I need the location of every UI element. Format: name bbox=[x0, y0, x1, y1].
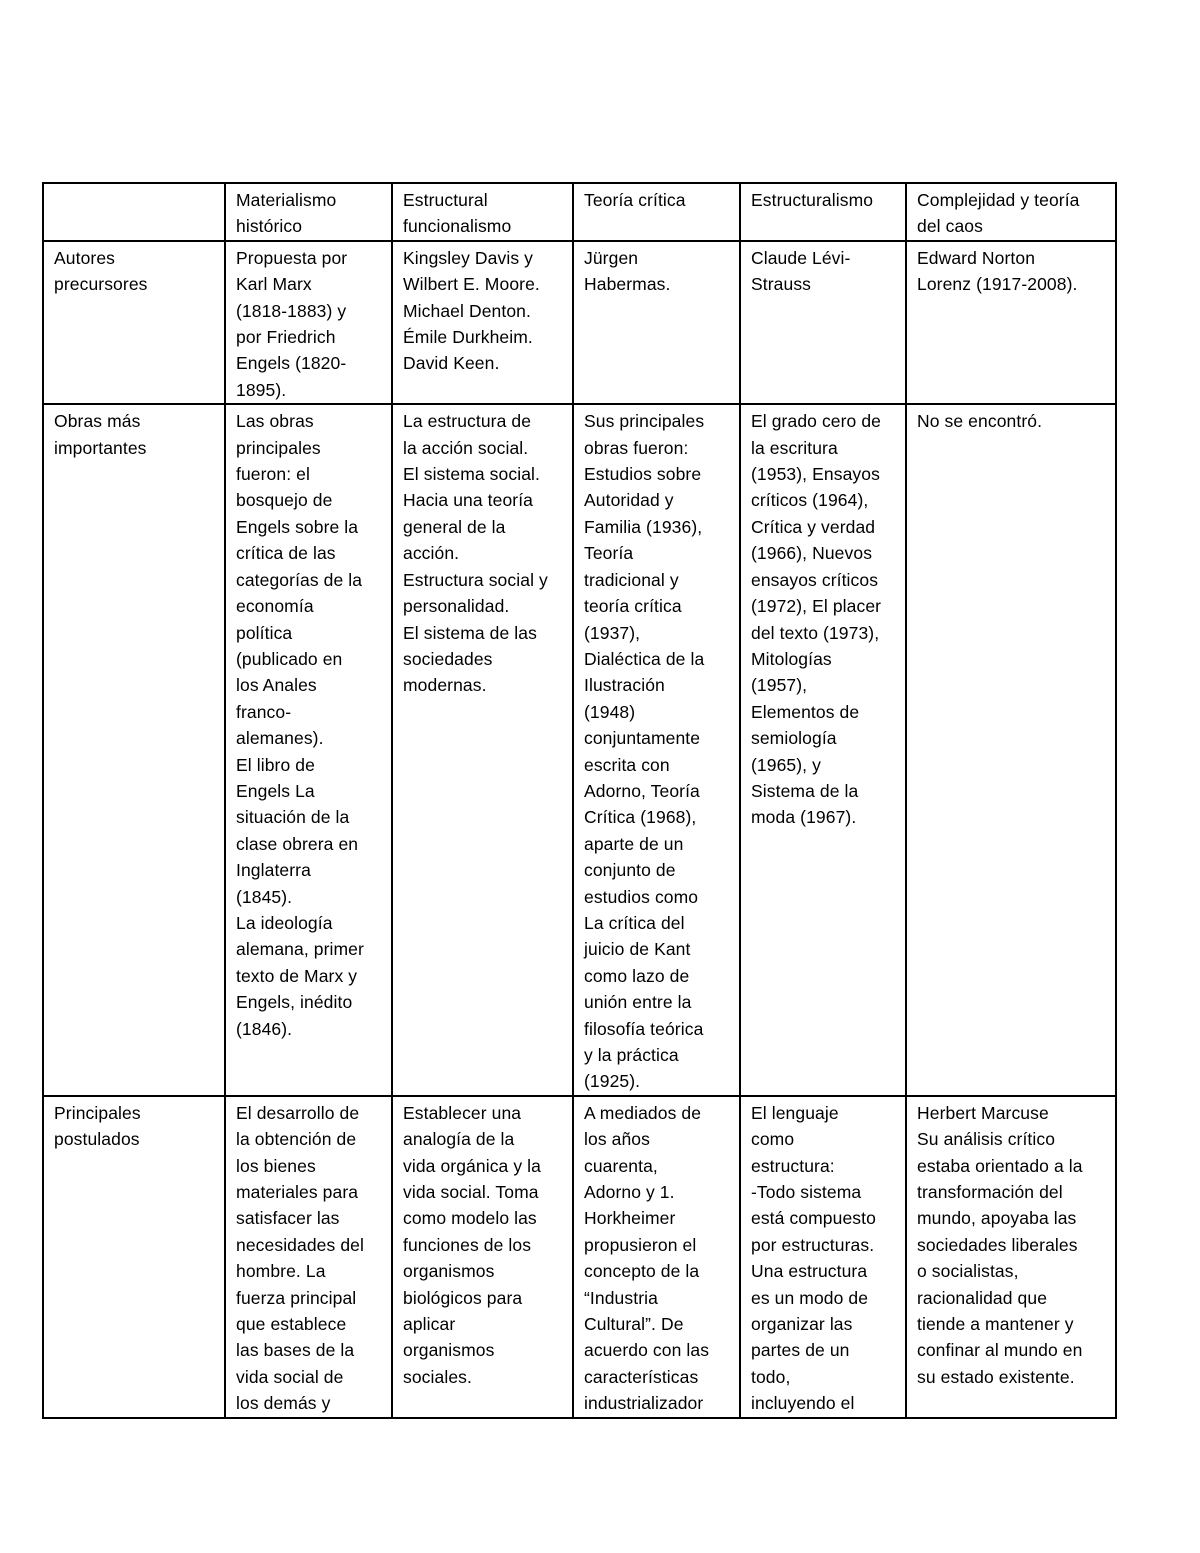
table-cell: Edward Norton Lorenz (1917-2008). bbox=[906, 241, 1116, 404]
table-cell: El desarrollo de la obtención de los bienes materiales para satisfacer las necesidades del hombre. La fuerza principal que establece las bases de la vida social de los demás y bbox=[225, 1096, 392, 1418]
table-cell: Jürgen Habermas. bbox=[573, 241, 740, 404]
table-cell: Sus principales obras fueron: Estudios sobre Autoridad y Familia (1936), Teoría tradicional y teoría crítica (1937), Dialéctica de la Ilustración (1948) conjuntamente escrita con Adorno, Teoría Crítica (1968), aparte de un conjunto de estudios como La crítica del juicio de Kant como lazo de unión entre la filosofía teórica y la práctica (1925). bbox=[573, 404, 740, 1096]
table-cell: Establecer una analogía de la vida orgánica y la vida social. Toma como modelo las funciones de los organismos biológicos para aplicar organismos sociales. bbox=[392, 1096, 573, 1418]
header-cell bbox=[573, 183, 740, 241]
table-cell: Propuesta por Karl Marx (1818-1883) y por Friedrich Engels (1820- 1895). bbox=[225, 241, 392, 404]
table-cell: El grado cero de la escritura (1953), Ensayos críticos (1964), Crítica y verdad (1966), Nuevos ensayos críticos (1972), El placer del texto (1973), Mitologías (1957), Elementos de semiología (1965), y Sistema de la moda (1967). bbox=[740, 404, 906, 1096]
comparison-table bbox=[42, 182, 1117, 1419]
table-cell: Kingsley Davis y Wilbert E. Moore. Michael Denton. Émile Durkheim. David Keen. bbox=[392, 241, 573, 404]
header-complejidad: Complejidad y teoría del caos bbox=[917, 190, 1080, 237]
table-cell: No se encontró. bbox=[906, 404, 1116, 1096]
header-corner-cell bbox=[43, 183, 225, 241]
header-teoria-critica: Teoría crítica bbox=[584, 190, 686, 210]
table-cell: El lenguaje como estructura: -Todo sistema está compuesto por estructuras. Una estructura es un modo de organizar las partes de un todo, incluyendo el bbox=[740, 1096, 906, 1418]
row-label-postulados: Principales postulados bbox=[54, 1102, 141, 1150]
header-estructuralismo: Estructuralismo bbox=[751, 190, 874, 210]
header-cell bbox=[740, 183, 906, 241]
table-cell: Herbert Marcuse Su análisis crítico estaba orientado a la transformación del mundo, apoyaba las sociedades liberales o socialistas, racionalidad que tiende a mantener y confinar al mundo en su estado existente. bbox=[906, 1096, 1116, 1418]
row-label-autores: Autores precursores bbox=[54, 247, 148, 295]
table-cell: A mediados de los años cuarenta, Adorno y 1. Horkheimer propusieron el concepto de la “Industria Cultural”. De acuerdo con las características industrializador bbox=[573, 1096, 740, 1418]
table-cell: Las obras principales fueron: el bosquejo de Engels sobre la crítica de las categorías de la economía política (publicado en los Anales franco- alemanes). El libro de Engels La situación de la clase obrera en Inglaterra (1845). La ideología alemana, primer texto de Marx y Engels, inédito (1846). bbox=[225, 404, 392, 1096]
header-cell bbox=[392, 183, 573, 241]
header-estructural-funcionalismo: Estructural funcionalismo bbox=[403, 190, 512, 237]
row-label-cell bbox=[43, 241, 225, 404]
table-row bbox=[43, 404, 1116, 1096]
table-header-row bbox=[43, 183, 1116, 241]
table-cell: Claude Lévi- Strauss bbox=[740, 241, 906, 404]
table-cell: La estructura de la acción social. El sistema social. Hacia una teoría general de la acción. Estructura social y personalidad. El sistema de las sociedades modernas. bbox=[392, 404, 573, 1096]
header-materialismo: Materialismo histórico bbox=[236, 190, 337, 237]
row-label-cell bbox=[43, 1096, 225, 1418]
header-cell bbox=[225, 183, 392, 241]
row-label-cell bbox=[43, 404, 225, 1096]
table-row bbox=[43, 241, 1116, 404]
row-label-obras: Obras más importantes bbox=[54, 411, 147, 458]
header-cell bbox=[906, 183, 1116, 241]
table-row bbox=[43, 1096, 1116, 1418]
